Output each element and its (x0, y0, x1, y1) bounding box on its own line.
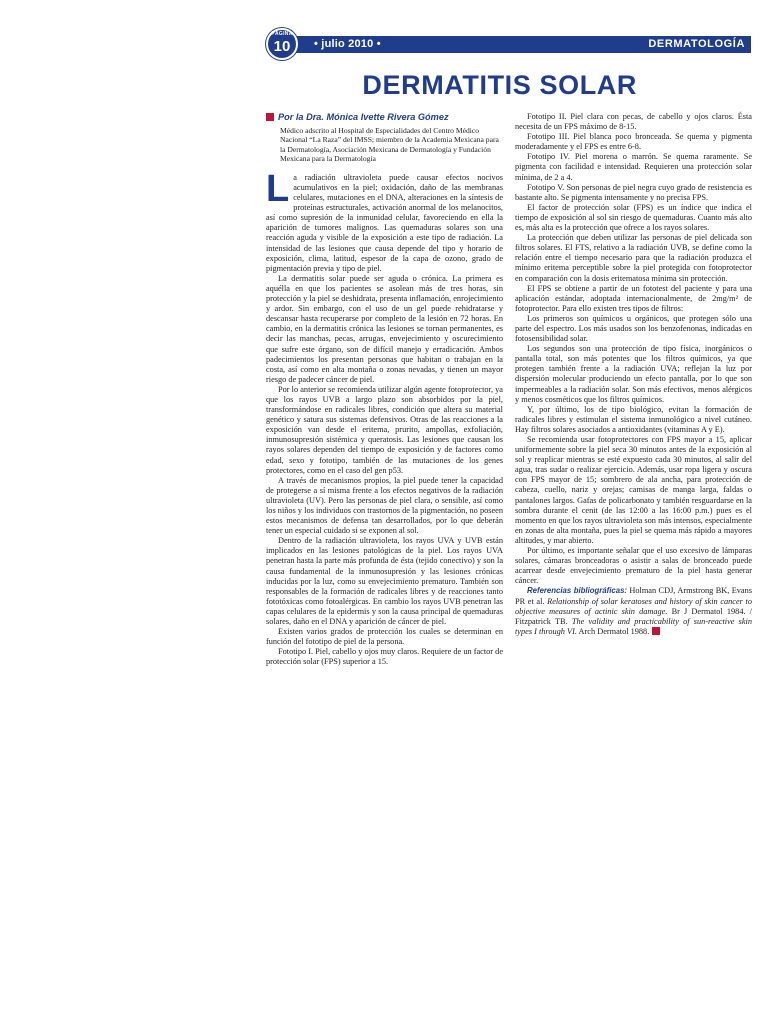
byline-row (266, 112, 503, 123)
body-paragraph: A través de mecanismos propios, la piel puede tener la capacidad de protegerse a sí misma frente a los efectos negativos de la radiación ultravioleta (UV). Pero las personas de piel clara, o sensible, así como los niños y los individuos con trastornos de la pigmentación, no poseen estos mecanismos de defensa tan desarrollados, por lo que deberán tener un especial cuidado si se exponen al sol. (266, 475, 503, 536)
red-square-icon (266, 113, 274, 121)
page-number-badge (266, 28, 298, 60)
references (515, 586, 752, 636)
body-paragraph: Los primeros son químicos u orgánicos, que protegen sólo una parte del espectro. Los más usados son los benzofenonas, indicadas en fotosensibilidad solar. (515, 313, 752, 344)
body-paragraph: Fototipo I. Piel, cabello y ojos muy claros. Requiere de un factor de protección solar (FPS) superior a 15. (266, 647, 503, 667)
column-right (515, 112, 752, 637)
author-byline: Por la Dra. Mónica Ivette Rivera Gómez (278, 112, 449, 122)
section-name: DERMATOLOGÍA (648, 38, 745, 50)
references-label: Referencias bibliográficas: (527, 586, 627, 596)
intro-paragraph (266, 167, 503, 274)
page-label: PÁGINA (271, 31, 293, 37)
reference-2-title: The validity and practicability of sun-reactive skin types I through VI. (515, 616, 752, 636)
body-paragraph: Fototipo V. Son personas de piel negra cuyo grado de resistencia es bastante alto. Se pigmenta intensamente y no precisa FPS. (515, 182, 752, 202)
body-paragraph: Fototipo IV. Piel morena o marrón. Se quema raramente. Se pigmenta con facilidad e intensidad. Requieren una protección solar mínima, de 2 a 4. (515, 152, 752, 182)
body-paragraph: Se recomienda usar fotoprotectores con FPS mayor a 15, aplicar uniformemente sobre la piel seca 30 minutos antes de la exposición al sol y reaplicar mientras se esté expuesto cada 30 minutos, al salir del agua, tras sudar o realizar ejercicio. Además, usar ropa ligera y oscura con FPS mayor de 15; sombrero de ala ancha, para protección de cabeza, cuello, nariz y orejas; camisas de manga larga, faldas o pantalones largos. Gafas de policarbonato y también resguardarse en la sombra durante el cenit (de las 12:00 a las 16:00 p.m.) pues es el momento en que los rayos ultravioleta son más intensos, especialmente en zonas de alta montaña, pues la piel se quema más rápido a mayores altitudes, y mar abierto. (515, 435, 752, 545)
reference-1-source: Br J Dermatol 1984. / Fitzpatrick TB. (515, 606, 752, 626)
column-left (266, 112, 503, 668)
article-title: DERMATITIS SOLAR (362, 70, 637, 100)
body-paragraph: Dentro de la radiación ultravioleta, los rayos UVA y UVB están implicados en las lesiones patológicas de la piel. Los rayos UVA penetran hasta la parte más profunda de ésta (tejido conectivo) y son la causa fundamental de la inmunosupresión y las lesiones crónicas inducidas por la luz, como su envejecimiento prematuro. También son responsables de la formación de radicales libres y de reacciones tanto fototóxicas como fotoalérgicas. En cambio los rayos UVB penetran las capas celulares de la epidermis y son la causa principal de quemaduras solares, daño en el DNA y aparición de cáncer de piel. (266, 536, 503, 627)
author-affiliation: Médico adscrito al Hospital de Especialidades del Centro Médico Nacional “La Raza” del IMSS; miembro de la Academia Mexicana para la Dermatología, Asociación Mexicana de Dermatología y Fundación Mexicana para la Dermatología (280, 126, 499, 163)
drop-cap: L (266, 167, 290, 210)
body-paragraph: Fototipo III. Piel blanca poco bronceada. Se quema y pigmenta moderadamente y el FPS es entre 6-8. (515, 132, 752, 152)
body-paragraph: Existen varios grados de protección los cuales se determinan en función del fototipo de piel de la persona. (266, 627, 503, 647)
issue-date: • julio 2010 • (314, 38, 381, 50)
body-paragraph: El FPS se obtiene a partir de un fototest del paciente y para una aplicación estándar, adoptada internacionalmente, de 2mg/m² de fotoprotector. Para ello existen tres tipos de filtros: (515, 283, 752, 313)
end-mark-icon (652, 627, 660, 635)
header-bar (284, 36, 751, 53)
reference-2-source: Arch Dermatol 1988. (576, 626, 650, 636)
body-paragraph: Los segundos son una protección de tipo física, inorgánicos o pantalla total, son más potentes que los filtros químicos, ya que protegen también frente a la radiación UVA; reflejan la luz por dispersión molecular produciendo un efecto pantalla, por lo que son impermeables a la radiación solar. Son más efectivos, menos alérgicos y menos cosméticos que los filtros químicos. (515, 344, 752, 404)
body-paragraph: La protección que deben utilizar las personas de piel delicada son filtros solares. El FTS, relativo a la radiación UVB, se define como la relación entre el tiempo necesario para que la radiación produzca el mínimo eritema perceptible sobre la piel protegida con fotoprotector en comparación con la dosis eritematosa mínima sin protección. (515, 233, 752, 283)
intro-text: a radiación ultravioleta puede causar efectos nocivos acumulativos en la piel; oxidación, daño de las membranas celulares, mutaciones en el DNA, alteraciones en la síntesis de proteínas estructurales, activación anormal de los melanocitos, así como supresión de la inmunidad celular, favoreciendo en ella la aparición de tumores malignos. Las quemaduras solares son una reacción aguda y visible de la exposición a este tipo de radiación. La intensidad de las lesiones que causa depende del tipo y horario de exposición, clima, latitud, espesor de la capa de ozono, grado de pigmentación previa y tipo de piel. (266, 172, 503, 273)
body-paragraph: Fototipo II. Piel clara con pecas, de cabello y ojos claros. Ésta necesita de un FPS máximo de 8-15. (515, 112, 752, 132)
reference-1-title: Relationship of solar keratoses and history of skin cancer to objective measures of actinic skin damage. (515, 596, 752, 616)
body-paragraph: Por lo anterior se recomienda utilizar algún agente fotoprotector, ya que los rayos UVB a largo plazo son absorbidos por la piel, transformándose en radicales libres, condición que altera su material genético y satura sus sistemas defensivos. Otras de las reacciones a la exposición van desde el eritema, prurito, ampollas, exfoliación, inmunosupresión sistémica y queratosis. Las lesiones que causan los rayos solares dependen del tiempo de exposición y de factores como edad, sexo y fototipo, también de las mutaciones de los genes protectores, como en el caso del gen p53. (266, 384, 503, 475)
reference-1-authors: Holman CDJ, Armstrong BK, Evans PR et al. (515, 586, 752, 606)
body-paragraph: El factor de protección solar (FPS) es un índice que indica el tiempo de exposición al sol sin riesgo de quemaduras. Cuanto más alto es, más alta es la protección que ofrece a los rayos solares. (515, 202, 752, 233)
page-number: 10 (273, 38, 291, 55)
body-paragraph: Y, por último, los de tipo biológico, evitan la formación de radicales libres y estimulan el sistema inmunológico a nivel cutáneo. Hay filtros solares asociados a antioxidantes (vitaminas A y E). (515, 404, 752, 434)
body-paragraph: Por último, es importante señalar que el uso excesivo de lámparas solares, cámaras bronceadoras o asistir a salas de bronceado puede acarrear desde envejecimiento prematuro de la piel hasta generar cáncer. (515, 546, 752, 586)
body-paragraph: La dermatitis solar puede ser aguda o crónica. La primera es aquélla en que los pacientes se asolean más de tres horas, sin protección y la piel se deshidrata, presenta inflamación, enrojecimiento y ardor. Sin embargo, con el uso de un gel puede rehidratarse y descansar hasta recuperarse por completo de la lesión en 72 horas. En cambio, en la dermatitis crónica las lesiones se tornan permanentes, es decir las manchas, pecas, arrugas, envejecimiento y oscurecimiento que sufre este órgano, son de difícil manejo y erradicación. Ambos padecimientos los presentan personas que habitan o trabajan en la costa, así como en alta montaña o zonas nevadas, y tienen un mayor riesgo de padecer cáncer de piel. (266, 273, 503, 384)
